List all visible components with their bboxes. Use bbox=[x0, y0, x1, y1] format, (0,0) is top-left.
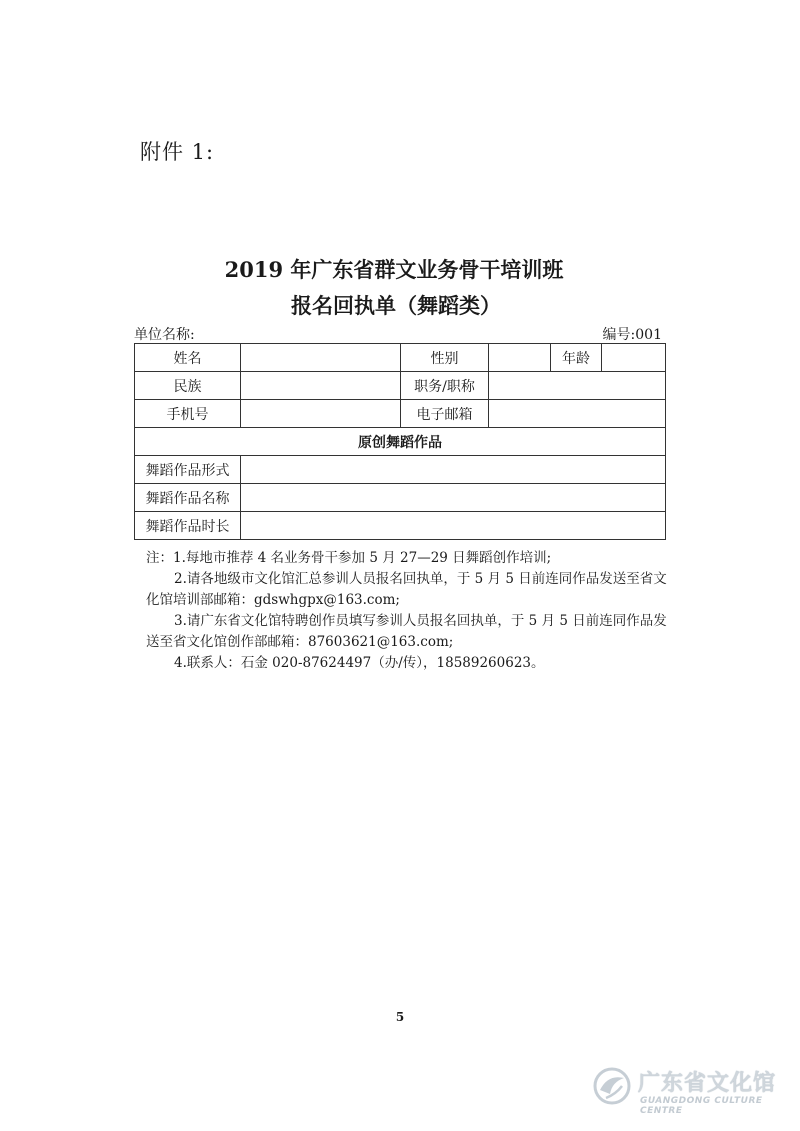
phone-label: 手机号 bbox=[135, 400, 241, 428]
note-item: 4.联系人：石金 020-87624497（办/传），18589260623。 bbox=[174, 655, 545, 671]
table-row bbox=[135, 372, 666, 400]
attachment-label: 附件 1: bbox=[140, 140, 215, 164]
document-subtitle: 报名回执单（舞蹈类） bbox=[291, 293, 501, 318]
ethnicity-field[interactable] bbox=[241, 372, 401, 400]
watermark-logo bbox=[590, 1060, 790, 1120]
table-row bbox=[135, 456, 666, 484]
work-form-field[interactable] bbox=[241, 456, 666, 484]
position-field[interactable] bbox=[489, 372, 666, 400]
document-title: 2019 年广东省群文业务骨干培训班 bbox=[224, 257, 564, 282]
gender-label: 性别 bbox=[401, 344, 489, 372]
phone-field[interactable] bbox=[241, 400, 401, 428]
name-field[interactable] bbox=[241, 344, 401, 372]
work-form-label: 舞蹈作品形式 bbox=[135, 456, 241, 484]
work-name-field[interactable] bbox=[241, 484, 666, 512]
name-label: 姓名 bbox=[135, 344, 241, 372]
table-row bbox=[135, 512, 666, 540]
work-name-label: 舞蹈作品名称 bbox=[135, 484, 241, 512]
page-number: 5 bbox=[395, 1010, 405, 1024]
position-label: 职务/职称 bbox=[401, 372, 489, 400]
note-item: 2.请各地级市文化馆汇总参训人员报名回执单，于 5 月 5 日前连同作品发送至省文化馆培训部邮箱：gdswhgpx@163.com; bbox=[146, 571, 667, 608]
unit-name-label: 单位名称: bbox=[134, 327, 195, 343]
age-field[interactable] bbox=[602, 344, 666, 372]
note-item: 3.请广东省文化馆特聘创作员填写参训人员报名回执单，于 5 月 5 日前连同作品发送至省文化馆创作部邮箱：87603621@163.com; bbox=[146, 613, 667, 650]
registration-form-table bbox=[134, 343, 666, 540]
work-duration-label: 舞蹈作品时长 bbox=[135, 512, 241, 540]
ethnicity-label: 民族 bbox=[135, 372, 241, 400]
original-works-section-title: 原创舞蹈作品 bbox=[135, 428, 666, 456]
note-item: 注：1.每地市推荐 4 名业务骨干参加 5 月 27—29 日舞蹈创作培训; bbox=[146, 550, 552, 566]
serial-number-label: 编号:001 bbox=[602, 327, 662, 343]
notes-section bbox=[146, 548, 676, 674]
work-duration-field[interactable] bbox=[241, 512, 666, 540]
table-row bbox=[135, 344, 666, 372]
email-field[interactable] bbox=[489, 400, 666, 428]
email-label: 电子邮箱 bbox=[401, 400, 489, 428]
culture-centre-logo-icon bbox=[590, 1064, 634, 1108]
table-row bbox=[135, 428, 666, 456]
watermark-name-en: GUANGDONG CULTURE CENTRE bbox=[640, 1096, 763, 1116]
table-row bbox=[135, 484, 666, 512]
watermark-name-cn: 广东省文化馆 bbox=[638, 1071, 777, 1096]
table-row bbox=[135, 400, 666, 428]
age-label: 年龄 bbox=[551, 344, 602, 372]
gender-field[interactable] bbox=[489, 344, 551, 372]
